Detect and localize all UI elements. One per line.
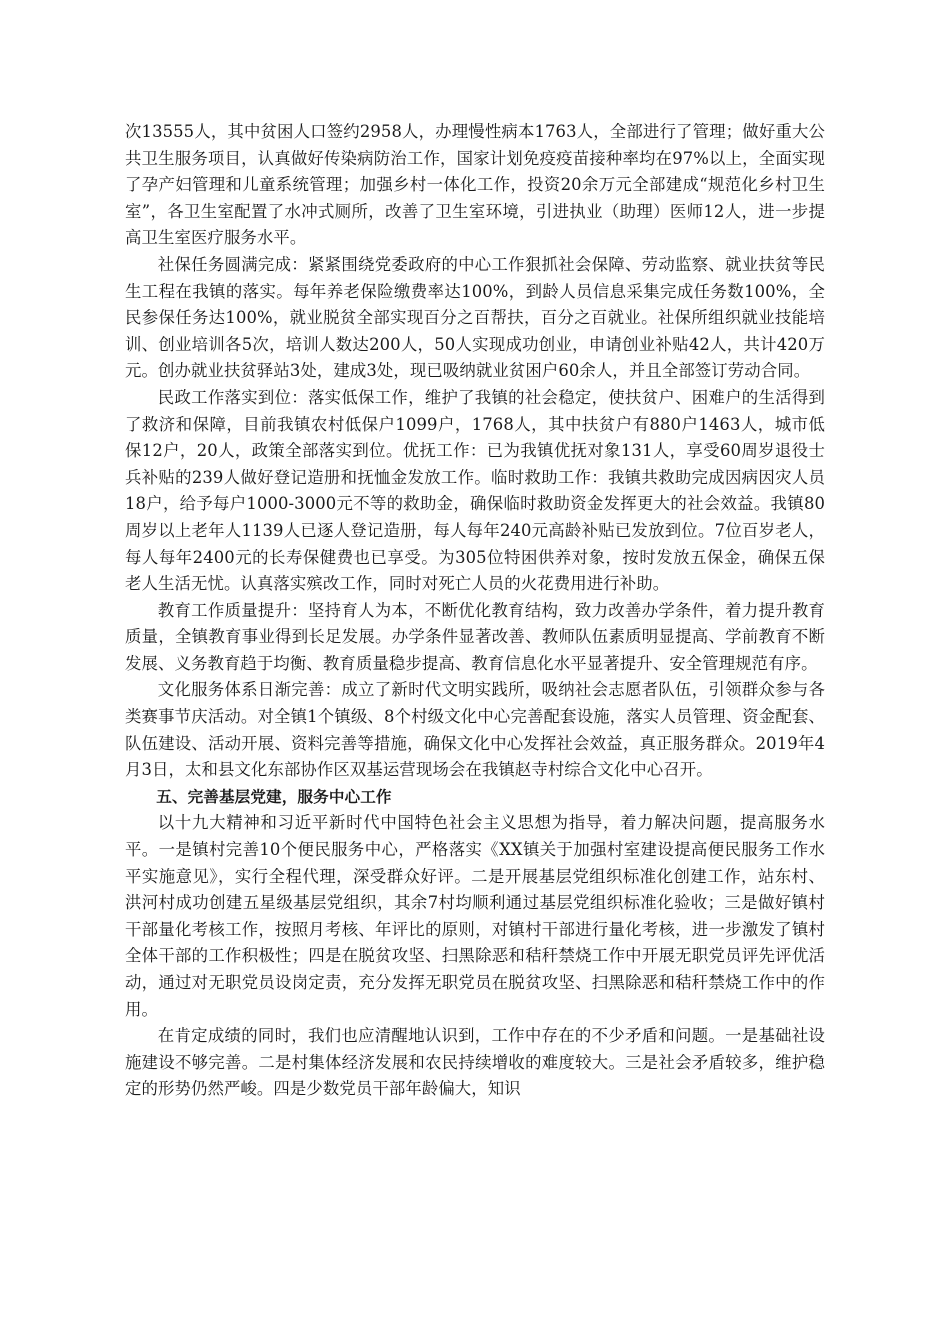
paragraph-party-building: 以十九大精神和习近平新时代中国特色社会主义思想为指导，着力解决问题，提高服务水平。一是镇村完善10个便民服务中心，严格落实《XX镇关于加强村室建设提高便民服务工作水平实施意见》，实行全程代理，深受群众好评。二是开展基层党组织标准化创建工作，站东村、洪河村成功创建五星级基层党组织，其余7村均顺利通过基层党组织标准化验收；三是做好镇村干部量化考核工作，按照月考核、年评比的原则，对镇村干部进行量化考核，进一步激发了镇村全体干部的工作积极性；四是在脱贫攻坚、扫黑除恶和秸秆禁烧工作中开展无职党员评先评优活动，通过对无职党员设岗定责，充分发挥无职党员在脱贫攻坚、扫黑除恶和秸秆禁烧工作中的作用。: [125, 813, 825, 1019]
document-page: [125, 119, 825, 1103]
paragraph-social-security: 社保任务圆满完成：紧紧围绕党委政府的中心工作狠抓社会保障、劳动监察、就业扶贫等民生工程在我镇的落实。每年养老保险缴费率达100%，到龄人员信息采集完成任务数100%，全民参保任务达100%，就业脱贫全部实现百分之百帮扶，百分之百就业。社保所组织就业技能培训、创业培训各5次，培训人数达200人，50人实现成功创业，申请创业补贴42人，共计420万元。创办就业扶贫驿站3处，建成3处，现已吸纳就业贫困户60余人，并且全部签订劳动合同。: [125, 254, 825, 381]
paragraph-civil-affairs: 民政工作落实到位：落实低保工作，维护了我镇的社会稳定，使扶贫户、困难户的生活得到了救济和保障，目前我镇农村低保户1099户，1768人，其中扶贫户有880户1463人，城市低保12户，20人，政策全部落实到位。优抚工作：已为我镇优抚对象131人，享受60周岁退役士兵补贴的239人做好登记造册和抚恤金发放工作。临时救助工作：我镇共救助完成因病因灾人员18户，给予每户1000-3000元不等的救助金，确保临时救助资金发挥更大的社会效益。我镇80周岁以上老年人1139人已逐人登记造册，每人每年240元高龄补贴已发放到位。7位百岁老人，每人每年2400元的长寿保健费也已享受。为305位特困供养对象，按时发放五保金，确保五保老人生活无忧。认真落实殡改工作，同时对死亡人员的火花费用进行补助。: [125, 387, 825, 594]
paragraph-culture: 文化服务体系日渐完善：成立了新时代文明实践所，吸纳社会志愿者队伍，引领群众参与各类赛事节庆活动。对全镇1个镇级、8个村级文化中心完善配套设施，落实人员管理、资金配套、队伍建设、活动开展、资料完善等措施，确保文化中心发挥社会效益，真正服务群众。2019年4月3日，太和县文化东部协作区双基运营现场会在我镇赵寺村综合文化中心召开。: [125, 680, 825, 780]
section-heading-party-building: 五、完善基层党建，服务中心工作: [156, 787, 392, 806]
paragraph-problems: 在肯定成绩的同时，我们也应清醒地认识到，工作中存在的不少矛盾和问题。一是基础社设施建设不够完善。二是村集体经济发展和农民持续增收的难度较大。三是社会矛盾较多，维护稳定的形势仍然严峻。四是少数党员干部年龄偏大，知识: [125, 1026, 825, 1099]
paragraph-health-continuation: 次13555人，其中贫困人口签约2958人，办理慢性病本1763人，全部进行了管理；做好重大公共卫生服务项目，认真做好传染病防治工作，国家计划免疫疫苗接种率均在97%以上，全面实现了孕产妇管理和儿童系统管理；加强乡村一体化工作，投资20余万元全部建成“规范化乡村卫生室”，各卫生室配置了水冲式厕所，改善了卫生室环境，引进执业（助理）医师12人，进一步提高卫生室医疗服务水平。: [125, 122, 825, 248]
paragraph-education: 教育工作质量提升：坚持育人为本，不断优化教育结构，致力改善办学条件，着力提升教育质量，全镇教育事业得到长足发展。办学条件显著改善、教师队伍素质明显提高、学前教育不断发展、义务教育趋于均衡、教育质量稳步提高、教育信息化水平显著提升、安全管理规范有序。: [125, 600, 825, 673]
